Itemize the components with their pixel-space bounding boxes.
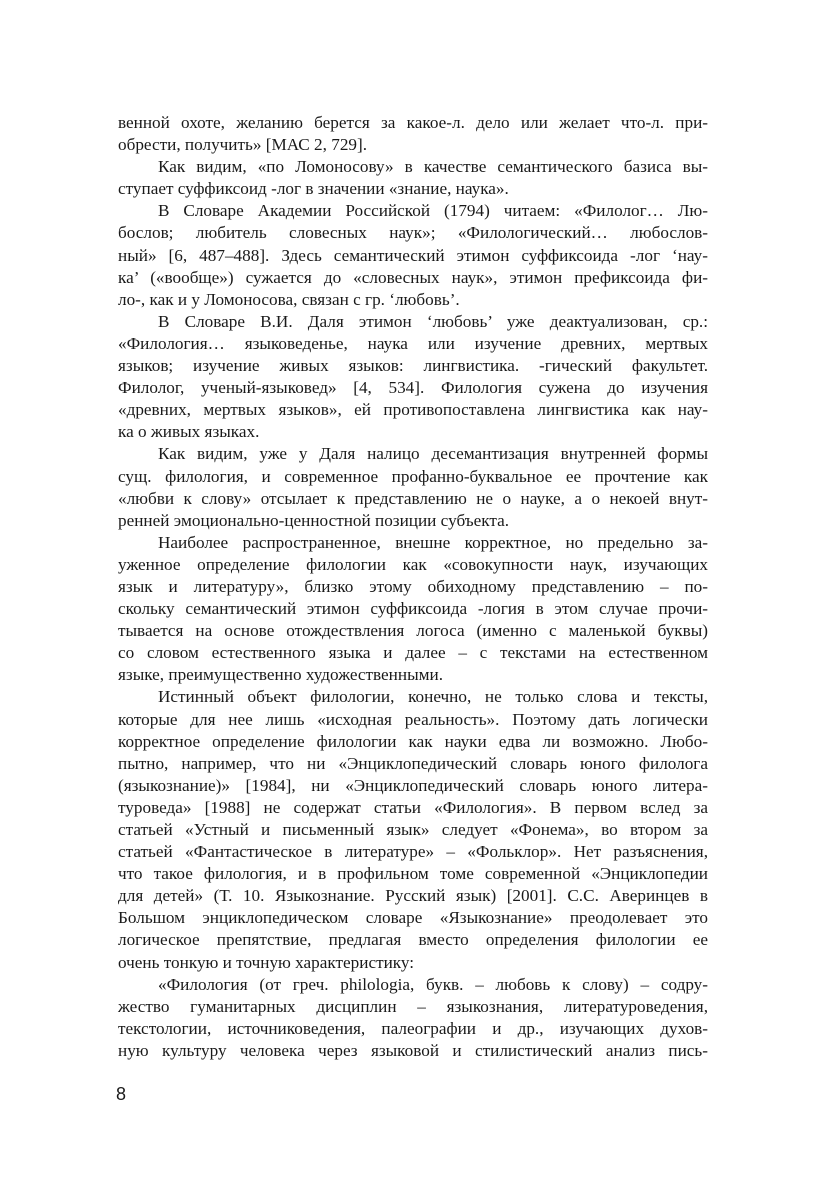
text-line: Как видим, уже у Даля налицо десемантизация внутренней формы [158, 444, 708, 464]
text-line: скольку семантический этимон суффиксоида -логия в этом случае прочи- [118, 599, 708, 619]
text-line: ло-, как и у Ломоносова, связан с гр. ‘любовь’. [118, 289, 460, 309]
text-line: для детей» (Т. 10. Языкознание. Русский язык) [2001]. С.С. Аверинцев в [118, 886, 708, 906]
text-line: ка’ («вообще») сужается до «словесных наук», этимон префиксоида фи- [118, 267, 708, 287]
text-line: уженное определение филологии как «совокупности наук, изучающих [118, 554, 708, 574]
text-line: ка о живых языках. [118, 422, 260, 442]
text-line: пытно, например, что ни «Энциклопедический словарь юного филолога [118, 753, 708, 773]
text-line: языке, преимущественно художественными. [118, 665, 443, 685]
text-line: «Филология… языковеденье, наука или изучение древних, мертвых [118, 333, 708, 353]
text-line: Филолог, ученый-языковед» [4, 534]. Филология сужена до изучения [118, 378, 708, 398]
text-line: текстологии, источниковедения, палеографии и др., изучающих духов- [118, 1018, 708, 1038]
text-line: В Словаре Академии Российской (1794) читаем: «Филолог… Лю- [158, 201, 708, 221]
body-text [118, 112, 708, 1062]
text-line: что такое филология, и в профильном томе современной «Энциклопедии [118, 864, 708, 884]
text-line: (языкознание)» [1984], ни «Энциклопедический словарь юного литера- [118, 775, 708, 795]
text-line: обрести, получить» [МАС 2, 729]. [118, 135, 368, 155]
text-line: «древних, мертвых языков», ей противопоставлена лингвистика как нау- [118, 400, 708, 420]
text-line: сущ. филология, и современное профанно-буквальное ее прочтение как [118, 466, 708, 486]
text-line: ную культуру человека через языковой и стилистический анализ пись- [118, 1040, 708, 1060]
text-line: Наиболее распространенное, внешне корректное, но предельно за- [158, 532, 708, 552]
text-line: очень тонкую и точную характеристику: [118, 952, 415, 972]
text-line: логическое препятствие, предлагая вместо определения филологии ее [118, 930, 708, 950]
text-line: венной охоте, желанию берется за какое-л. дело или желает что-л. при- [118, 113, 708, 132]
text-line: «Филология (от греч. philologia, букв. – любовь к слову) – содру- [158, 974, 708, 994]
text-line: В Словаре В.И. Даля этимон ‘любовь’ уже деактуализован, ср.: [158, 311, 708, 331]
text-line: ный» [6, 487–488]. Здесь семантический этимон суффиксоида -лог ‘нау- [118, 245, 708, 265]
text-line: со словом естественного языка и далее – с текстами на естественном [118, 643, 708, 663]
text-line: ренней эмоционально-ценностной позиции субъекта. [118, 510, 510, 530]
text-line: туроведа» [1988] не содержат статьи «Филология». В первом вслед за [118, 797, 708, 817]
text-line: «любви к слову» отсылает к представлению не о науке, а о некоей внут- [118, 488, 708, 508]
text-line: Большом энциклопедическом словаре «Языкознание» преодолевает это [118, 908, 708, 928]
text-line: статьей «Фантастическое в литературе» – «Фольклор». Нет разъяснения, [118, 842, 708, 862]
text-line: статьей «Устный и письменный язык» следует «Фонема», во втором за [118, 820, 708, 839]
page-number: 8 [116, 1084, 127, 1104]
text-line: бослов; любитель словесных наук»; «Филологический… любослов- [118, 223, 708, 243]
text-line: Как видим, «по Ломоносову» в качестве семантического базиса вы- [158, 157, 708, 177]
text-line: язык и литературу», близко этому обиходному представлению – по- [118, 576, 708, 596]
text-line: языков; изучение живых языков: лингвистика. -гический факультет. [118, 356, 708, 376]
text-line: ступает суффиксоид -лог в значении «знание, наука». [118, 179, 509, 199]
text-line: которые для нее лишь «исходная реальность». Поэтому дать логически [118, 709, 708, 729]
text-line: корректное определение филологии как науки едва ли возможно. Любо- [118, 731, 708, 751]
text-line: Истинный объект филологии, конечно, не только слова и тексты, [158, 687, 708, 707]
text-line: тывается на основе отождествления логоса (именно с маленькой буквы) [118, 621, 708, 641]
text-line: жество гуманитарных дисциплин – языкознания, литературоведения, [118, 996, 708, 1016]
